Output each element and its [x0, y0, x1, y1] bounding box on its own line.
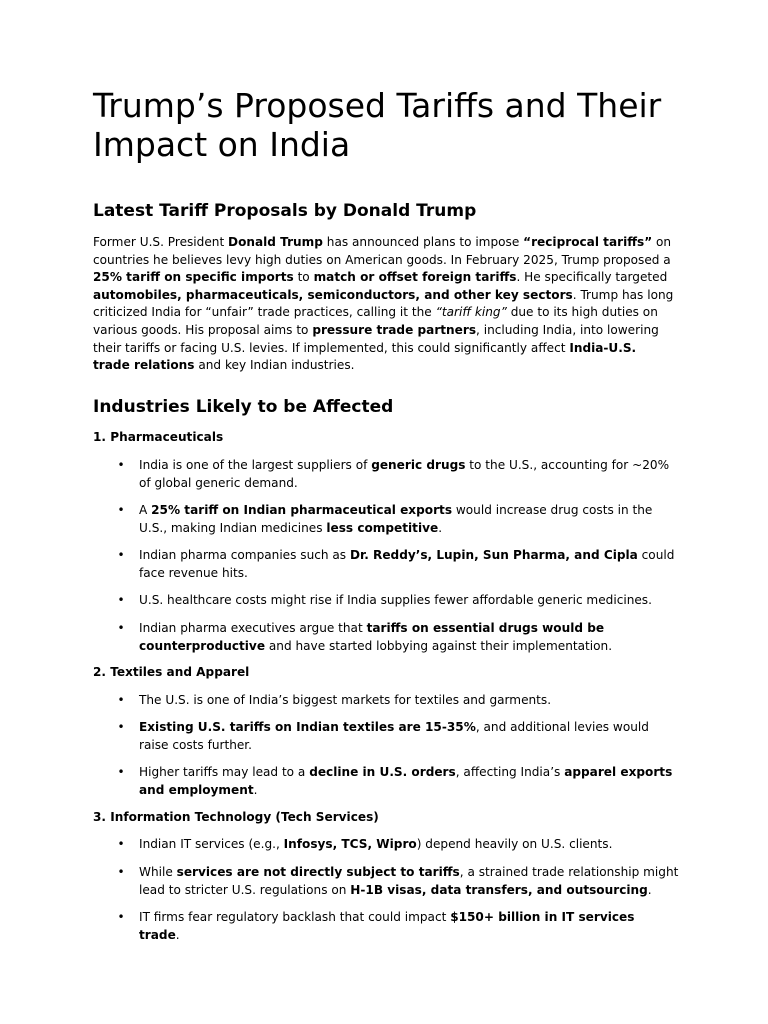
text-run: A	[139, 503, 152, 517]
list-item	[117, 547, 679, 582]
text-run: to the U.S., accounting for ~20% of global generic demand.	[139, 458, 670, 490]
text-run: could face revenue hits.	[139, 548, 675, 580]
text-run: The U.S. is one of India’s biggest markets for textiles and garments.	[139, 693, 552, 707]
text-run: .	[438, 520, 443, 535]
bold-text-run: match or offset foreign tariffs	[313, 270, 517, 285]
bullet-icon: •	[117, 720, 125, 734]
bold-text-run: Existing U.S. tariffs on Indian textiles are 15-35%	[139, 720, 476, 734]
bold-text-run: H-1B visas, data transfers, and outsourcing	[350, 882, 648, 897]
bullet-icon: •	[117, 503, 125, 517]
bold-text-run: 25% tariff on specific imports	[93, 270, 294, 285]
bold-text-run: automobiles, pharmaceuticals, semiconductors, and other key sectors	[93, 287, 573, 302]
section-heading-latest-proposals: Latest Tariff Proposals by Donald Trump	[93, 201, 477, 221]
text-run: to	[293, 270, 314, 285]
bold-text-run: services are not directly subject to tariffs	[176, 865, 460, 879]
subsection-heading-it: 3. Information Technology (Tech Services)	[93, 810, 379, 824]
subsection-heading-textiles: 2. Textiles and Apparel	[93, 665, 250, 679]
bold-text-run: pressure trade partners	[312, 322, 477, 337]
text-run: Indian pharma executives argue that	[139, 621, 367, 635]
text-run: Higher tariffs may lead to a	[139, 765, 310, 779]
text-run: , a strained trade relationship might lead to stricter U.S. regulations on	[139, 865, 679, 897]
text-run: U.S. healthcare costs might rise if India supplies fewer affordable generic medicines.	[139, 593, 652, 607]
bullet-icon: •	[117, 621, 125, 635]
text-run: India is one of the largest suppliers of	[139, 458, 372, 472]
bullet-icon: •	[117, 548, 125, 562]
text-run: , including India, into lowering their tariffs or facing U.S. levies. If implemented, this could significantly affect	[93, 322, 659, 355]
bullet-icon: •	[117, 837, 125, 851]
list-item	[117, 502, 679, 537]
text-run: . Trump has long criticized India for “unfair” trade practices, calling it the	[93, 287, 674, 320]
text-run: ) depend heavily on U.S. clients.	[416, 837, 613, 851]
bold-text-run: $150+ billion in IT services trade	[139, 910, 635, 942]
list-item	[117, 592, 679, 610]
bold-text-run: decline in U.S. orders	[309, 765, 456, 779]
bold-text-run: India-U.S. trade relations	[93, 340, 637, 373]
text-run: would increase drug costs in the U.S., making Indian medicines	[139, 503, 653, 535]
text-run: While	[139, 865, 177, 879]
list-item	[117, 457, 679, 492]
bullet-icon: •	[117, 910, 125, 924]
bold-text-run: generic drugs	[371, 458, 466, 472]
text-run: Indian IT services (e.g.,	[139, 837, 284, 851]
bold-text-run: 25% tariff on Indian pharmaceutical exports	[151, 503, 453, 517]
bold-text-run: apparel exports and employment	[139, 765, 673, 797]
bold-text-run: Infosys, TCS, Wipro	[283, 837, 417, 851]
text-run: due to its high duties on various goods. His proposal aims to	[93, 305, 658, 337]
text-run: , and additional levies would raise costs further.	[139, 720, 649, 752]
document-title: Trump’s Proposed Tariffs and Their Impact on India	[93, 86, 662, 164]
bullet-icon: •	[117, 865, 125, 879]
list-item	[117, 864, 679, 899]
bold-text-run: Donald Trump	[228, 235, 323, 249]
list-item	[117, 764, 679, 799]
bullet-icon: •	[117, 593, 125, 607]
text-run: . He specifically targeted	[516, 270, 668, 285]
list-item	[117, 620, 679, 655]
section-heading-industries: Industries Likely to be Affected	[93, 397, 394, 417]
bullet-icon: •	[117, 458, 125, 472]
bold-text-run: Dr. Reddy’s, Lupin, Sun Pharma, and Cipla	[349, 548, 638, 562]
bullet-icon: •	[117, 693, 125, 707]
list-item	[117, 836, 679, 854]
text-run: , affecting India’s	[455, 765, 565, 779]
bold-text-run: tariffs on essential drugs would be counterproductive	[139, 621, 605, 653]
intro-paragraph	[93, 234, 675, 375]
list-item	[117, 692, 679, 710]
bold-text-run: “reciprocal tariffs”	[523, 235, 653, 249]
text-run: .	[253, 782, 258, 797]
text-run: .	[647, 882, 652, 897]
bold-text-run: less competitive	[326, 520, 439, 535]
bullet-icon: •	[117, 765, 125, 779]
text-run: on countries he believes levy high duties on American goods. In February 2025, Trump proposed a	[93, 235, 672, 267]
list-item	[117, 719, 679, 754]
italic-text-run: “tariff king”	[435, 305, 507, 320]
subsection-heading-pharmaceuticals: 1. Pharmaceuticals	[93, 430, 224, 444]
text-run: has announced plans to impose	[322, 235, 524, 249]
text-run: IT firms fear regulatory backlash that could impact	[139, 910, 451, 924]
text-run: and key Indian industries.	[194, 358, 355, 373]
text-run: Former U.S. President	[93, 235, 229, 249]
text-run: and have started lobbying against their implementation.	[265, 638, 613, 653]
text-run: Indian pharma companies such as	[139, 548, 350, 562]
text-run: .	[175, 927, 180, 942]
list-item	[117, 909, 679, 944]
